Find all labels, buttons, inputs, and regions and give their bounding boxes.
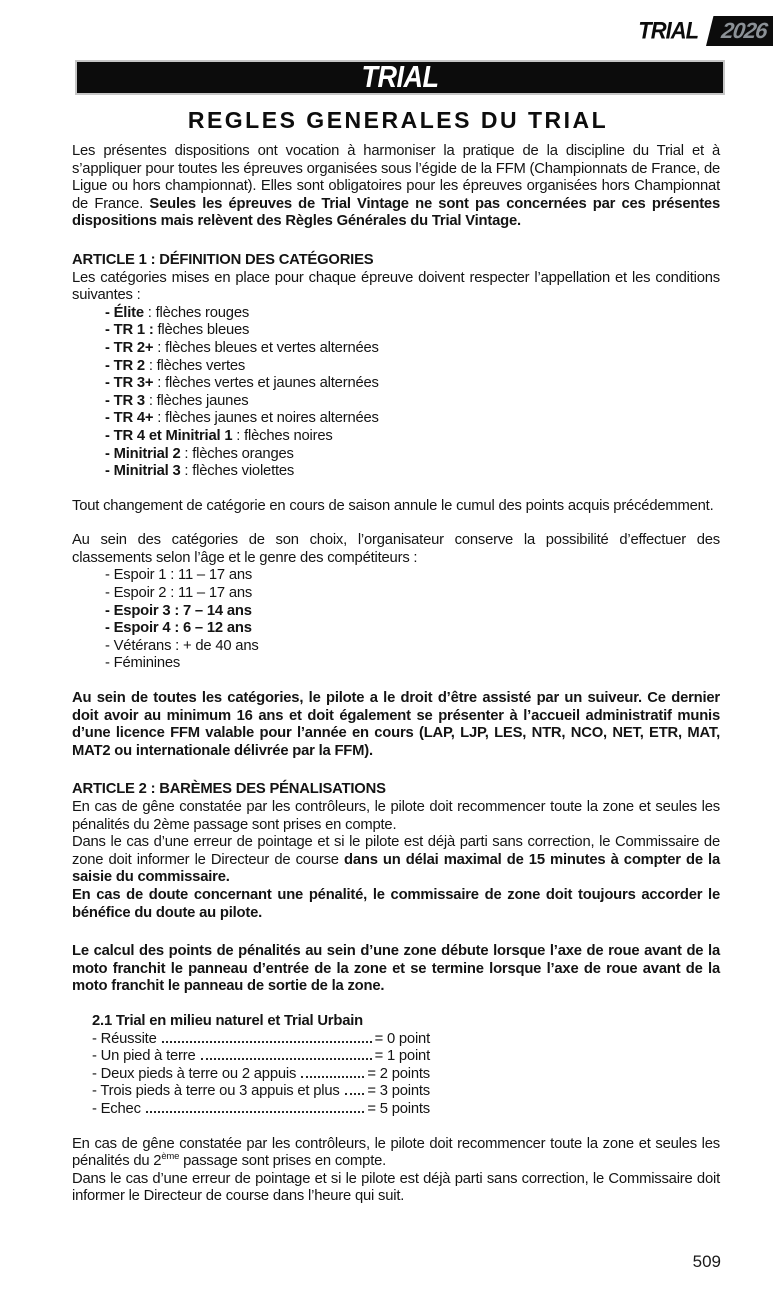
category-description: : flèches noires [232, 427, 333, 444]
penalty-value: = 2 points [367, 1065, 430, 1082]
category-label: - TR 3+ [105, 375, 154, 392]
penalty-scale-item [92, 1048, 430, 1066]
dotted-leader [201, 1058, 372, 1060]
category-label: - TR 4 et Minitrial 1 [105, 427, 233, 444]
category-description: : flèches vertes et jaunes alternées [153, 375, 379, 392]
closing-1-before: En cas de gêne constatée par les contrôleurs, le pilote doit recommencer toute la zone et seules les pénalités du 2 [72, 1135, 720, 1170]
category-item [105, 375, 720, 393]
age-group-item: - Espoir 2 : 11 – 17 ans [105, 585, 253, 602]
assistant-paragraph: Au sein de toutes les catégories, le pilote a le droit d’être assisté par un suiveur. Ce dernier doit avoir au minimum 16 ans et doit également se présenter à l’accueil administratif munis d’une licence FFM valable pour l’année en cours (LAP, LJP, LES, NTR, NCO, NET, ETR, MAT, MAT2 ou internationale délivrée par la FFM). [72, 690, 720, 759]
brand-logo [638, 16, 773, 46]
page-title: REGLES GENERALES DU TRIAL [187, 107, 609, 133]
penalty-label: - Un pied à terre [92, 1048, 196, 1065]
age-group-item: - Espoir 1 : 11 – 17 ans [105, 567, 253, 584]
category-description: : flèches jaunes et noires alternées [153, 410, 379, 427]
intro-text-bold: Seules les épreuves de Trial Vintage ne sont pas concernées par ces présentes dispositions mais relèvent des Règles Générales du Trial Vintage. [72, 195, 720, 230]
penalty-label: - Réussite [92, 1030, 157, 1047]
age-group-item: - Vétérans : + de 40 ans [105, 637, 259, 654]
paragraph-2-normal: Dans le cas d’une erreur de pointage et si le pilote est déjà parti sans correction, le Commissaire de zone doit informer le Directeur de course [72, 834, 720, 868]
subsection-2-1 [92, 1013, 720, 1119]
category-label: - TR 1 : [105, 322, 154, 339]
document-body [72, 143, 720, 1206]
penalty-label: - Deux pieds à terre ou 2 appuis [92, 1065, 297, 1082]
penalty-scale-list [92, 1031, 430, 1119]
page-number: 509 [692, 1252, 721, 1271]
closing-1-ordinal: ème [161, 1151, 180, 1163]
category-label: - Minitrial 2 [105, 445, 181, 462]
subsection-2-1-heading: 2.1 Trial en milieu naturel et Trial Urbain [92, 1012, 363, 1029]
penalty-value: = 0 point [374, 1030, 430, 1047]
brand-year-badge [706, 16, 773, 46]
category-label: - TR 4+ [105, 410, 154, 427]
dotted-leader [345, 1093, 365, 1095]
closing-1-after: passage sont prises en compte. [179, 1153, 387, 1170]
category-item [105, 463, 720, 481]
age-group-list [105, 567, 720, 673]
category-change-paragraph: Tout changement de catégorie en cours de saison annule le cumul des points acquis précédemment. [72, 497, 714, 514]
age-group-item: - Espoir 3 : 7 – 14 ans [105, 602, 252, 619]
article-1-heading: ARTICLE 1 : DÉFINITION DES CATÉGORIES [72, 251, 374, 268]
benefit-of-doubt-paragraph: En cas de doute concernant une pénalité, le commissaire de zone doit toujours accorder le bénéfice du doute au pilote. [72, 886, 720, 921]
category-item [105, 358, 720, 376]
closing-paragraph-1 [72, 1136, 720, 1171]
category-description: : flèches violettes [180, 463, 295, 480]
age-group-item: - Féminines [105, 655, 181, 672]
category-item [105, 428, 720, 446]
penalty-scale-item [92, 1101, 430, 1119]
penalty-scale-item [92, 1083, 430, 1101]
category-description: : flèches rouges [143, 304, 250, 321]
penalty-value: = 3 points [367, 1083, 430, 1100]
category-label: - Élite [105, 304, 144, 321]
dotted-leader [146, 1111, 365, 1113]
section-banner [75, 60, 725, 95]
penalty-scale-item [92, 1066, 430, 1084]
paragraph-2-bold: dans un délai maximal de 15 minutes à compter de la saisie du commissaire. [72, 851, 720, 886]
article-2-paragraph-1: En cas de gêne constatée par les contrôleurs, le pilote doit recommencer toute la zone et seules les pénalités du 2ème passage sont prises en compte. [72, 799, 720, 833]
intro-paragraph [72, 143, 720, 231]
category-label: - TR 2+ [105, 339, 154, 356]
category-description: : flèches bleues et vertes alternées [153, 339, 379, 356]
category-item [105, 410, 720, 428]
article-2-paragraph-2 [72, 834, 720, 887]
age-group-item: - Espoir 4 : 6 – 12 ans [105, 620, 252, 637]
classification-paragraph: Au sein des catégories de son choix, l’organisateur conserve la possibilité d’effectuer des classements selon l’âge et le genre des compétiteurs : [72, 532, 720, 566]
category-item [105, 340, 720, 358]
category-list [105, 305, 720, 481]
penalty-label: - Echec [92, 1100, 141, 1117]
penalty-value: = 1 point [374, 1048, 430, 1065]
banner-title: TRIAL [361, 60, 439, 94]
category-description: : flèches oranges [180, 445, 294, 462]
category-description: : flèches vertes [144, 357, 246, 374]
category-item [105, 393, 720, 411]
category-item [105, 322, 720, 340]
dotted-leader [162, 1041, 372, 1043]
penalty-label: - Trois pieds à terre ou 3 appuis et plus [92, 1083, 340, 1100]
category-label: - TR 3 [105, 392, 145, 409]
category-item [105, 446, 720, 464]
brand-name: TRIAL [638, 16, 699, 44]
penalty-value: = 5 points [367, 1100, 430, 1117]
intro-text-normal: Les présentes dispositions ont vocation à harmoniser la pratique de la discipline du Trial et à s’appliquer pour toutes les épreuves organisées sous l’égide de la FFM (Championnats de France, de Ligue ou hors championnat). Elles sont obligatoires pour les épreuves organisées hors Championnat de France. [72, 143, 720, 212]
category-item [105, 305, 720, 323]
dotted-leader [301, 1076, 364, 1078]
article-2-heading: ARTICLE 2 : BARÈMES DES PÉNALISATIONS [72, 781, 386, 798]
category-label: - TR 2 [105, 357, 145, 374]
brand-year: 2026 [720, 18, 769, 43]
category-description: : flèches jaunes [144, 392, 249, 409]
penalty-scale-item [92, 1031, 430, 1049]
closing-paragraph-2: Dans le cas d’une erreur de pointage et si le pilote est déjà parti sans correction, le Commissaire doit informer le Directeur de course dans l’heure qui suit. [72, 1170, 720, 1205]
penalty-calculation-paragraph: Le calcul des points de pénalités au sein d’une zone débute lorsque l’axe de roue avant de la moto franchit le panneau d’entrée de la zone et se termine lorsque l’axe de roue avant de la moto franchit le panneau de sortie de la zone. [72, 943, 720, 995]
article-1-intro: Les catégories mises en place pour chaque épreuve doivent respecter l’appellation et les conditions suivantes : [72, 269, 720, 304]
category-label: - Minitrial 3 [105, 463, 181, 480]
category-description: flèches bleues [153, 322, 250, 339]
